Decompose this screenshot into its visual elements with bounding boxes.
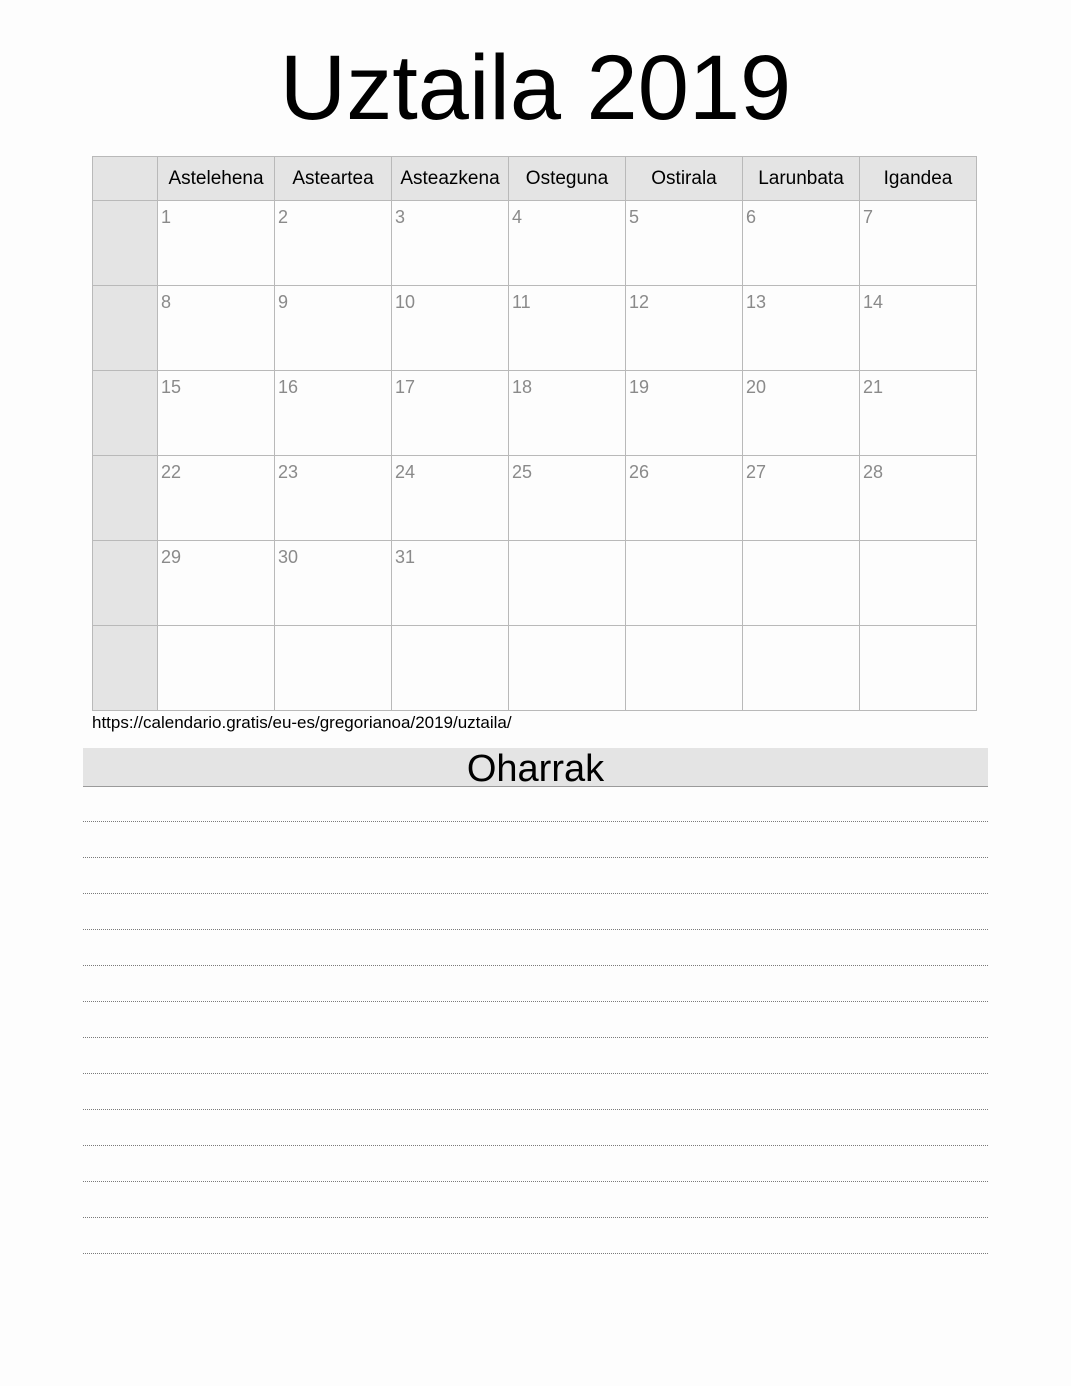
day-cell [392,541,509,626]
day-cell [743,626,860,711]
day-number [158,626,274,632]
day-number [509,541,625,547]
day-number: 16 [278,377,299,397]
day-cell [626,626,743,711]
day-number [860,626,976,632]
day-number: 26 [629,462,650,482]
day-cell [743,286,860,371]
day-cell [860,456,977,541]
day-number: 9 [278,292,289,312]
weekday-header: Asteartea [275,157,392,201]
weekday-header: Ostirala [626,157,743,201]
day-number: 17 [395,377,416,397]
day-cell [158,626,275,711]
weekday-header: Astelehena [158,157,275,201]
calendar-week-row [93,626,977,711]
day-number: 20 [746,377,767,397]
calendar-week-row [93,541,977,626]
day-number: 4 [512,207,523,227]
day-cell [860,286,977,371]
day-number: 6 [746,207,757,227]
day-number: 30 [278,547,299,567]
calendar-week-row [93,371,977,456]
day-cell [158,541,275,626]
day-number: 2 [278,207,289,227]
day-number: 15 [161,377,182,397]
week-number-cell [93,286,158,371]
notes-lines [83,786,988,1254]
day-cell [626,456,743,541]
day-number [860,541,976,547]
note-line [83,1038,988,1074]
day-number: 12 [629,292,650,312]
day-cell [860,201,977,286]
calendar-week-row [93,201,977,286]
day-cell [509,286,626,371]
notes-heading: Oharrak [83,748,988,787]
note-line [83,894,988,930]
weekday-header: Osteguna [509,157,626,201]
day-cell [509,456,626,541]
day-cell [509,201,626,286]
day-cell [158,371,275,456]
weekday-header-row [93,157,977,201]
day-cell [860,626,977,711]
note-line [83,1218,988,1254]
day-number: 14 [863,292,884,312]
note-line [83,1002,988,1038]
day-cell [392,626,509,711]
calendar-week-row [93,286,977,371]
day-cell [275,541,392,626]
day-number: 22 [161,462,182,482]
day-number: 10 [395,292,416,312]
day-number: 23 [278,462,299,482]
week-number-cell [93,201,158,286]
week-number-cell [93,541,158,626]
day-cell [743,201,860,286]
day-number: 3 [395,207,406,227]
day-number [626,541,742,547]
day-cell [743,371,860,456]
day-cell [509,626,626,711]
day-cell [275,201,392,286]
day-cell [626,371,743,456]
day-cell [392,456,509,541]
day-cell [509,541,626,626]
day-cell [743,541,860,626]
note-line [83,1110,988,1146]
day-cell [626,201,743,286]
day-number: 29 [161,547,182,567]
day-number: 27 [746,462,767,482]
note-line [83,1074,988,1110]
day-cell [860,371,977,456]
day-number [509,626,625,632]
day-cell [275,626,392,711]
note-line [83,858,988,894]
day-cell [860,541,977,626]
day-number: 11 [512,292,531,312]
day-number [626,626,742,632]
day-cell [626,286,743,371]
day-cell [158,286,275,371]
note-line [83,822,988,858]
day-number: 5 [629,207,640,227]
note-line [83,966,988,1002]
weekday-header: Igandea [860,157,977,201]
day-number: 7 [863,207,874,227]
day-number: 19 [629,377,650,397]
day-cell [392,286,509,371]
day-cell [275,371,392,456]
day-number: 13 [746,292,767,312]
note-line [83,1182,988,1218]
weekday-header: Larunbata [743,157,860,201]
day-number: 28 [863,462,884,482]
day-number: 25 [512,462,533,482]
week-number-header [93,157,158,201]
day-cell [626,541,743,626]
day-number: 31 [395,547,416,567]
day-cell [392,201,509,286]
day-number: 21 [863,377,884,397]
source-url: https://calendario.gratis/eu-es/gregorianoa/2019/uztaila/ [92,713,512,732]
calendar-grid [92,156,977,711]
day-number [275,626,391,632]
day-cell [275,456,392,541]
week-number-cell [93,371,158,456]
day-number [392,626,508,632]
note-line [83,786,988,822]
day-number: 8 [161,292,172,312]
week-number-cell [93,626,158,711]
day-number [743,626,859,632]
weekday-header: Asteazkena [392,157,509,201]
day-number [743,541,859,547]
page-title: Uztaila 2019 [279,37,792,139]
calendar-week-row [93,456,977,541]
day-number: 18 [512,377,533,397]
day-cell [392,371,509,456]
note-line [83,930,988,966]
day-number: 1 [161,207,172,227]
day-cell [743,456,860,541]
day-number: 24 [395,462,416,482]
week-number-cell [93,456,158,541]
day-cell [275,286,392,371]
day-cell [158,201,275,286]
day-cell [158,456,275,541]
note-line [83,1146,988,1182]
day-cell [509,371,626,456]
